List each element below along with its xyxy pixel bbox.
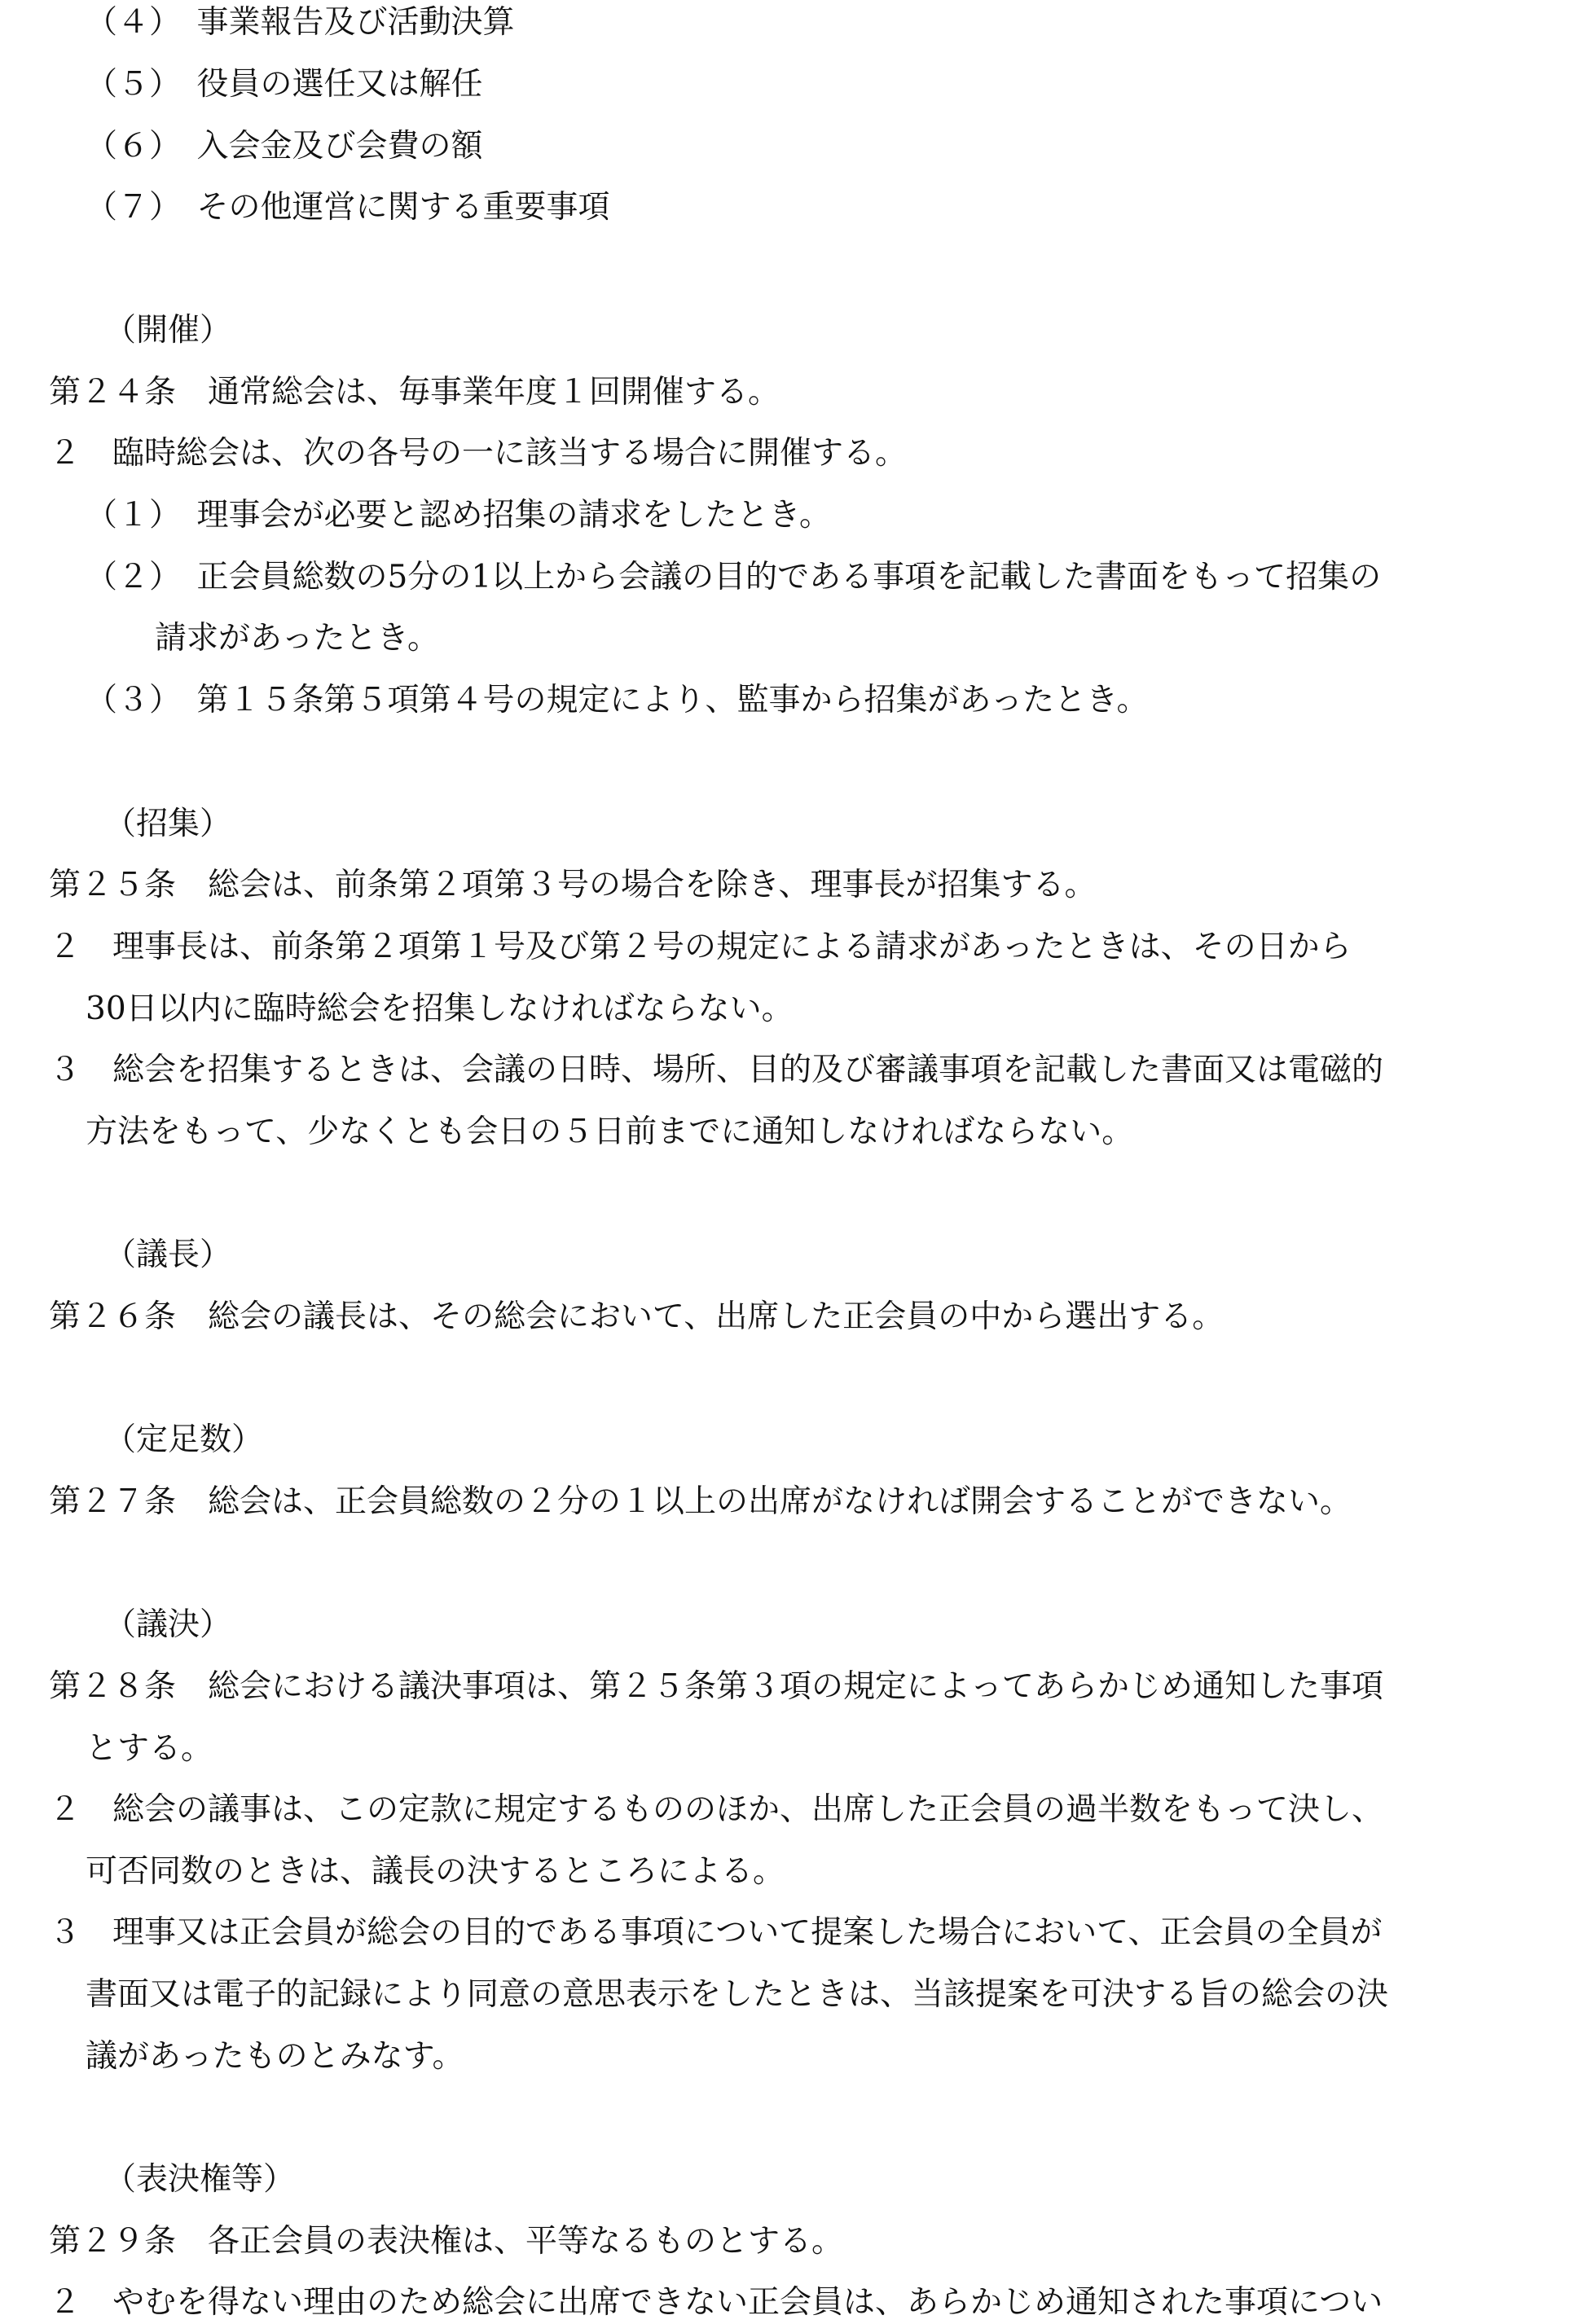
paragraph-24-2: ２ 臨時総会は、次の各号の一に該当する場合に開催する。 [49,435,908,472]
article-29: 第２９条 各正会員の表決権は、平等なるものとする。 [49,2223,844,2260]
heading-kaisai: （開催） [104,312,232,349]
heading-giketsu: （議決） [104,1606,232,1643]
item-24-2-2: （２） 正会員総数の5分の1以上から会議の目的である事項を記載した書面をもって招集の [86,559,1382,595]
article-24: 第２４条 通常総会は、毎事業年度１回開催する。 [49,374,780,411]
item-24-2-1: （１） 理事会が必要と認め招集の請求をしたとき。 [86,497,831,534]
list-item-4: （４） 事業報告及び活動決算 [86,4,515,41]
paragraph-25-3: ３ 総会を招集するときは、会議の日時、場所、目的及び審議事項を記載した書面又は電磁的 [49,1052,1384,1088]
article-28-cont: とする。 [86,1730,213,1767]
paragraph-28-3: ３ 理事又は正会員が総会の目的である事項について提案した場合において、正会員の全員が [49,1914,1383,1951]
paragraph-28-2: ２ 総会の議事は、この定款に規定するもののほか、出席した正会員の過半数をもって決し、 [49,1791,1384,1828]
article-25: 第２５条 総会は、前条第２項第３号の場合を除き、理事長が招集する。 [49,867,1097,903]
paragraph-25-2-cont: 30日以内に臨時総会を招集しなければならない。 [86,991,794,1027]
paragraph-28-3-cont2: 議があったものとみなす。 [86,2038,464,2075]
paragraph-28-3-cont1: 書面又は電子的記録により同意の意思表示をしたときは、当該提案を可決する旨の総会の決 [86,1976,1389,2013]
paragraph-29-2: ２ やむを得ない理由のため総会に出席できない正会員は、あらかじめ通知された事項につい [49,2284,1383,2321]
list-item-6: （６） 入会金及び会費の額 [86,128,483,165]
item-24-2-3: （３） 第１５条第５項第４号の規定により、監事から招集があったとき。 [86,682,1149,718]
heading-gicho: （議長） [104,1237,232,1273]
heading-shoshu: （招集） [104,806,232,842]
article-26: 第２６条 総会の議長は、その総会において、出席した正会員の中から選出する。 [49,1298,1224,1335]
article-27: 第２７条 総会は、正会員総数の２分の１以上の出席がなければ開会することができない。 [49,1483,1352,1520]
heading-hyoketsuken: （表決権等） [104,2161,296,2198]
list-item-7: （７） その他運営に関する重要事項 [86,189,610,226]
paragraph-25-3-cont: 方法をもって、少なくとも会日の５日前までに通知しなければならない。 [86,1114,1134,1150]
list-item-5: （５） 役員の選任又は解任 [86,66,483,103]
article-28: 第２８条 総会における議決事項は、第２５条第３項の規定によってあらかじめ通知した事項 [49,1668,1384,1705]
item-24-2-2-cont: 請求があったとき。 [155,620,440,657]
heading-teisokusu: （定足数） [104,1421,264,1458]
paragraph-25-2: ２ 理事長は、前条第２項第１号及び第２号の規定による請求があったときは、その日から [49,929,1352,965]
paragraph-28-2-cont: 可否同数のときは、議長の決するところによる。 [86,1853,785,1890]
